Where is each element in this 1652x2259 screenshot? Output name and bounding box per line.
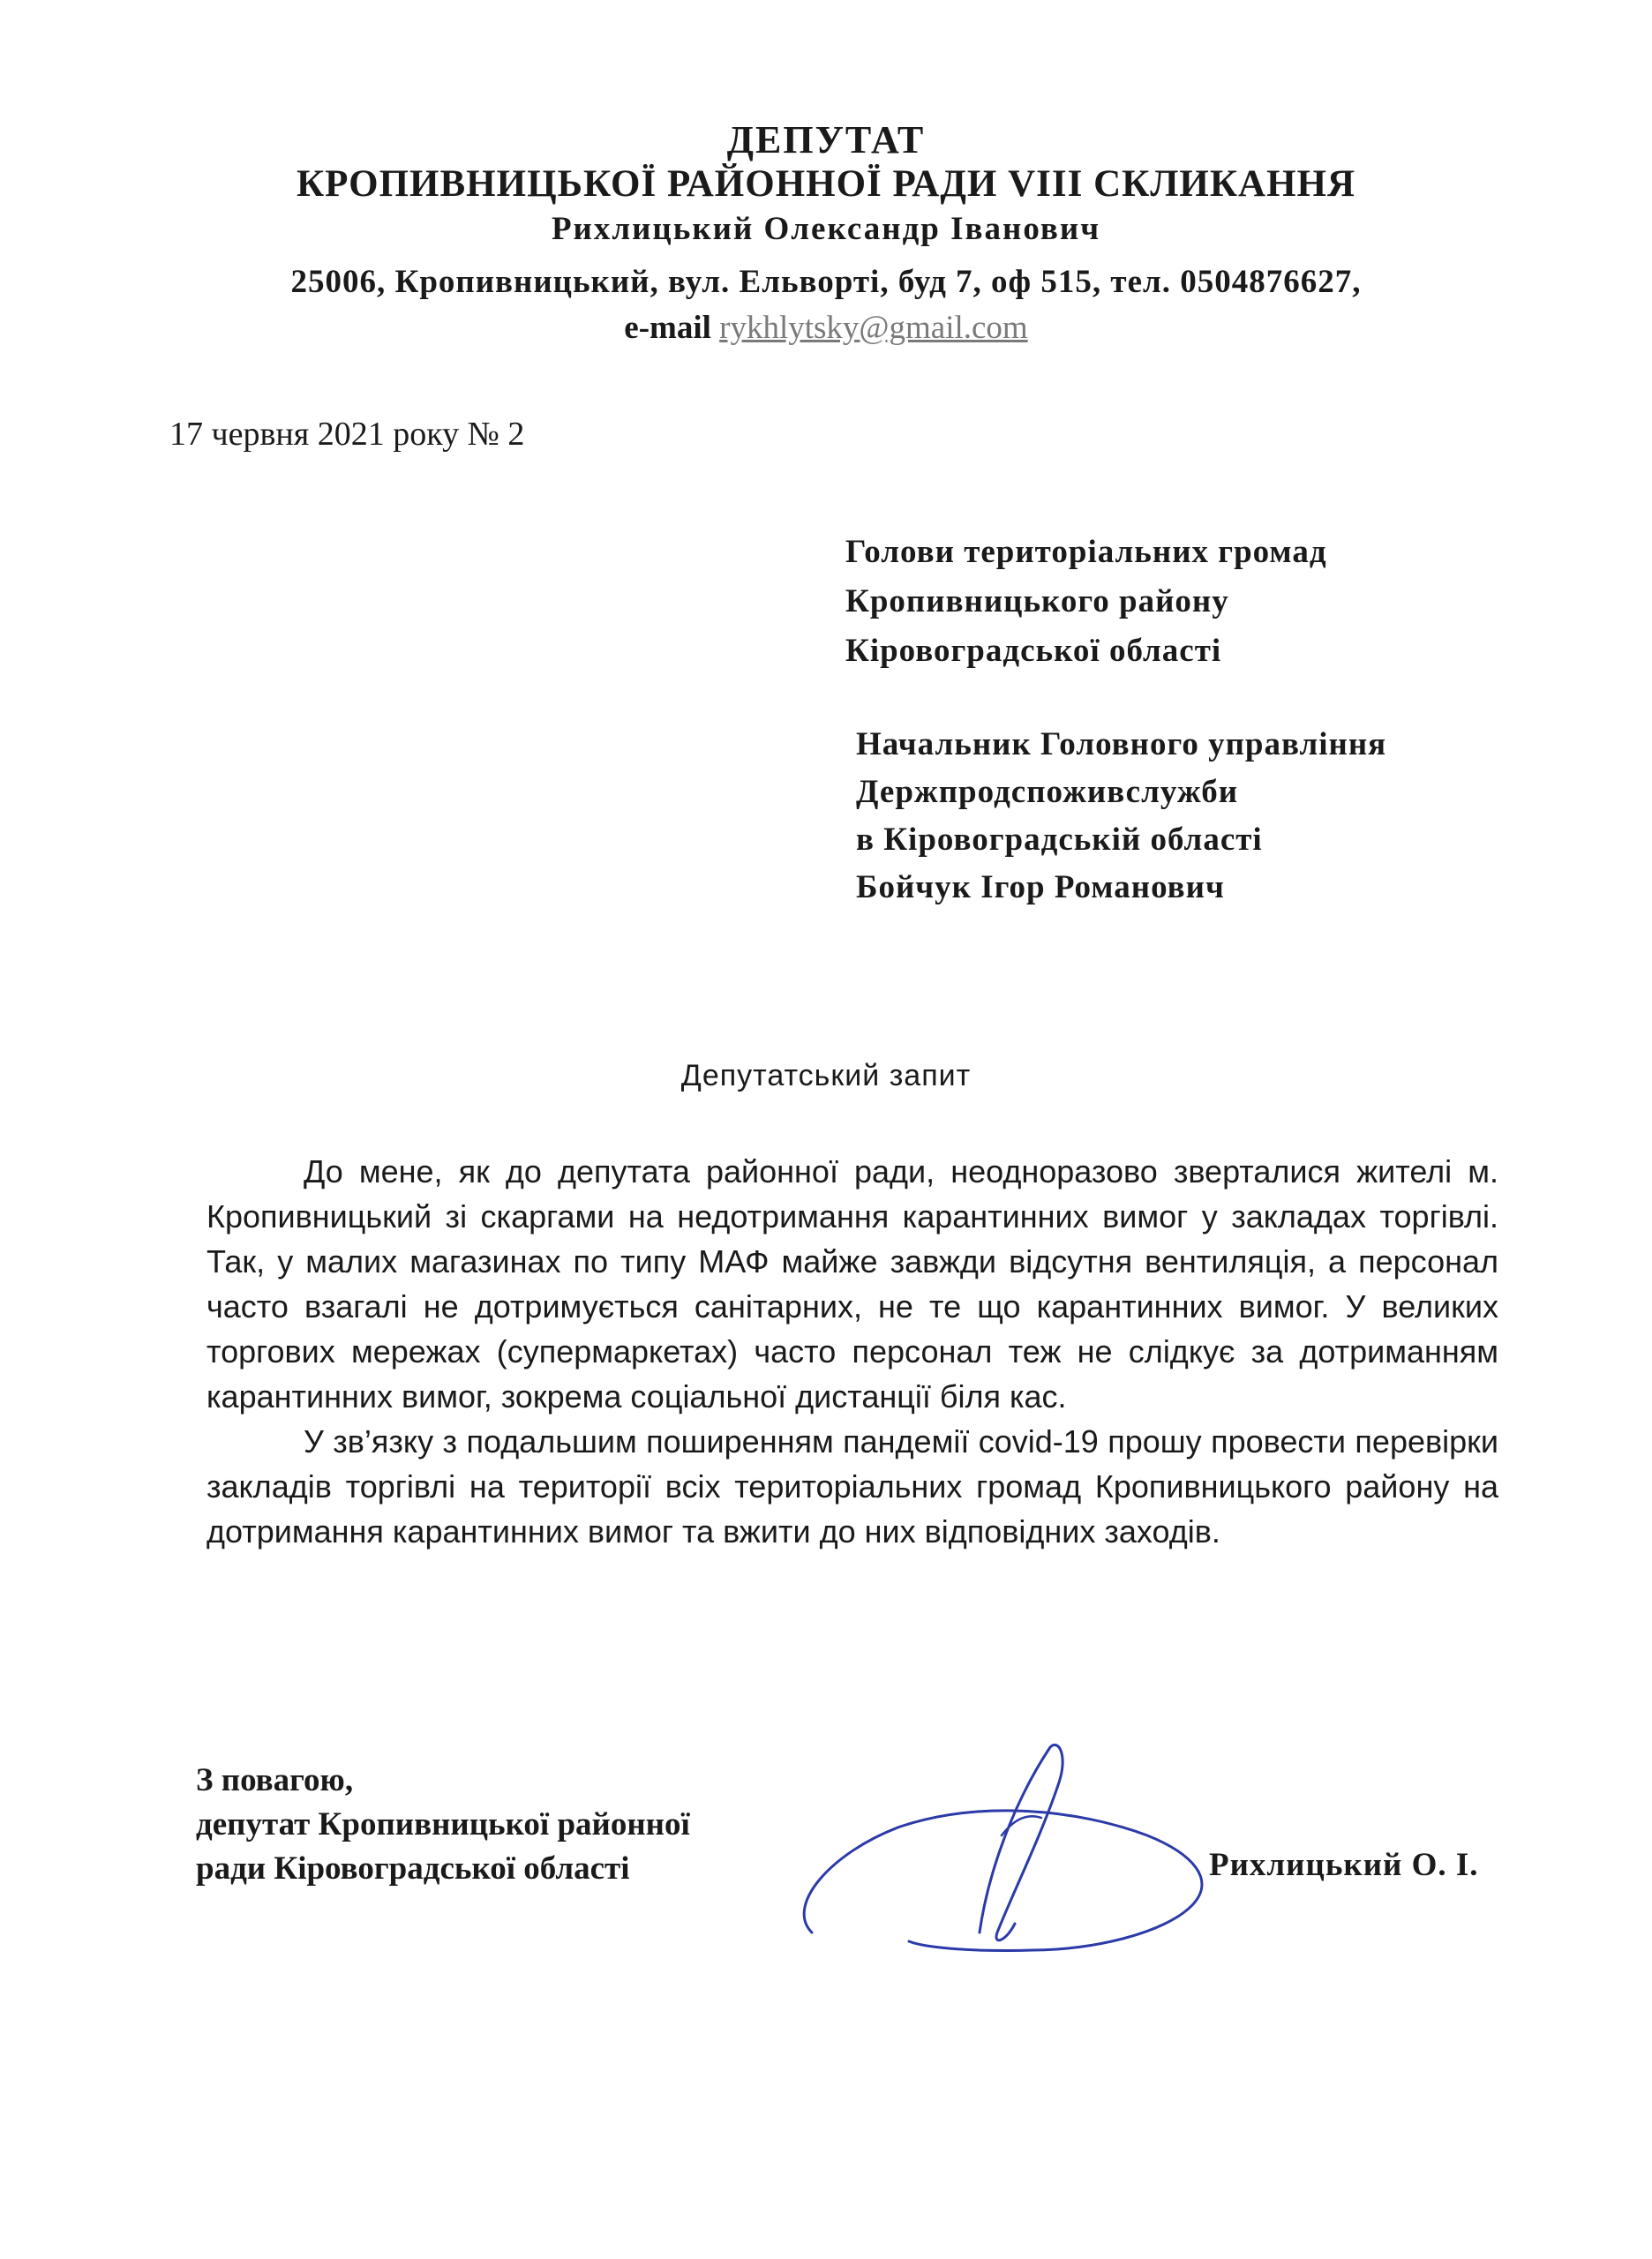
addressee-line: Кіровоградської області (845, 633, 1222, 669)
document-body (206, 1149, 1498, 1554)
date-line: 17 червня 2021 року № 2 (169, 416, 525, 453)
addressee-line: Начальник Головного управління (856, 726, 1387, 762)
addressee-line: Голови територіальних громад (845, 534, 1327, 570)
closing-line: ради Кіровоградської області (196, 1850, 630, 1887)
signatory-name: Рихлицький О. І. (1209, 1847, 1479, 1883)
addressee-line: Кропивницького району (845, 583, 1229, 619)
letterhead-council: КРОПИВНИЦЬКОЇ РАЙОННОЇ РАДИ VIII СКЛИКАННЯ (296, 163, 1356, 205)
email-label: e-mail (624, 310, 711, 346)
document-title: Депутатський запит (680, 1059, 972, 1092)
addressee-line: в Кіровоградській області (856, 822, 1263, 858)
letterhead-address: 25006, Кропивницький, вул. Ельворті, буд 7, оф 515, тел. 0504876627, (290, 264, 1362, 300)
email-link[interactable]: rykhlytsky@gmail.com (719, 310, 1028, 346)
letterhead-name: Рихлицький Олександр Іванович (551, 211, 1101, 247)
addressee-line: Держпродспоживслужби (856, 774, 1239, 810)
body-paragraph: У зв’язку з подальшим поширенням пандемії covid-19 прошу провести перевірки закладів торгівлі на території всіх територіальних громад Кропивницького району на дотримання карантинних вимог та вжити до них відповідних заходів. (206, 1423, 1498, 1550)
addressee-line: Бойчук Ігор Романович (856, 869, 1225, 905)
handwritten-signature (777, 1730, 1235, 1977)
letterhead-title: ДЕПУТАТ (726, 118, 926, 161)
body-paragraph: До мене, як до депутата районної ради, неодноразово зверталися жителі м. Кропивницький зі скаргами на недотримання карантинних вимог у закладах торгівлі. Так, у малих магазинах по типу МАФ майже завжди відсутня вентиляція, а персонал часто взагалі не дотримується санітарних, не те що карантинних вимог. У великих торгових мережах (супермаркетах) часто персонал теж не слідкує за дотриманням карантинних вимог, зокрема соціальної дистанції біля кас. (206, 1153, 1498, 1415)
closing-line: З повагою, (196, 1762, 354, 1798)
closing-line: депутат Кропивницької районної (196, 1806, 690, 1842)
letterhead-email-line (0, 309, 1652, 347)
